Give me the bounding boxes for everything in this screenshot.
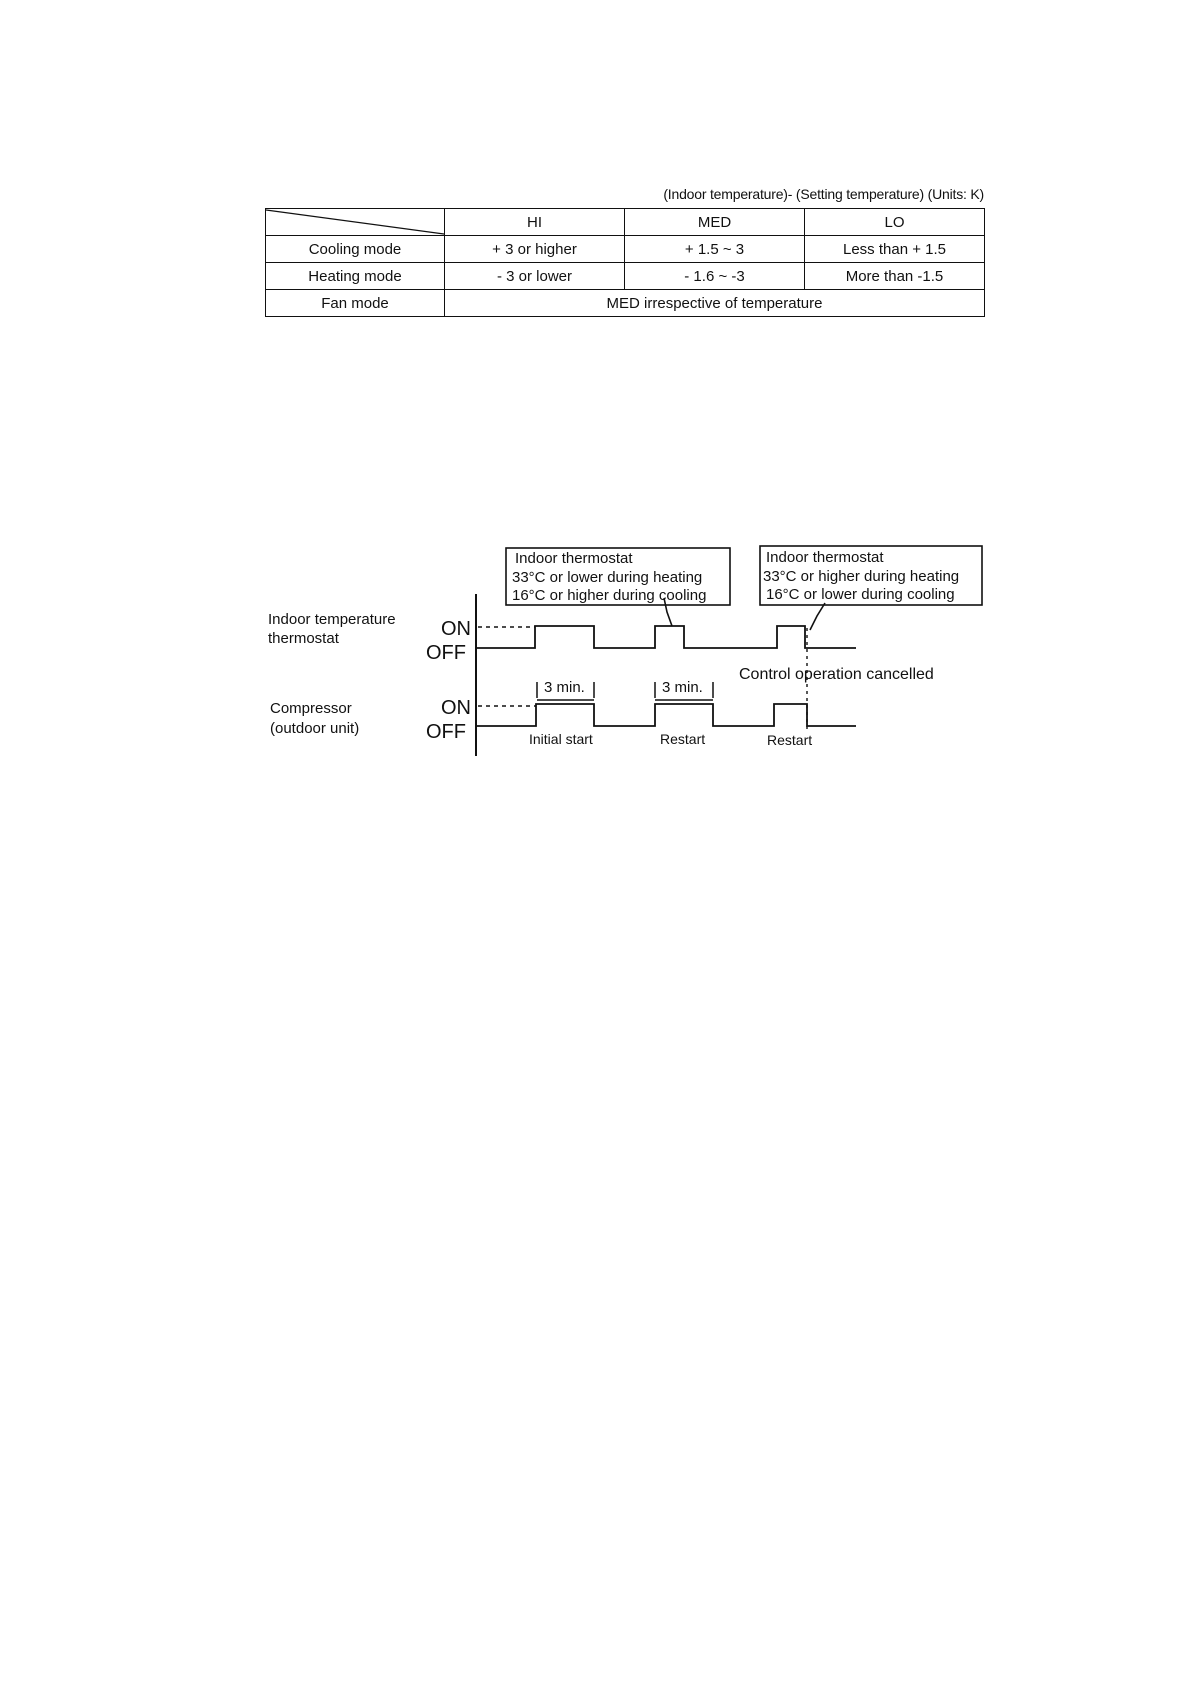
compressor-label-line1: Compressor bbox=[270, 700, 352, 717]
callout-2-line3: 16°C or lower during cooling bbox=[766, 586, 955, 603]
compressor-on-label: ON bbox=[441, 697, 471, 719]
callout-2-line2: 33°C or higher during heating bbox=[763, 568, 960, 585]
cell-heating-lo: More than -1.5 bbox=[805, 263, 985, 290]
event-label-restart-2: Restart bbox=[767, 732, 813, 748]
cell-cooling-lo: Less than + 1.5 bbox=[805, 236, 985, 263]
thermostat-label-line1: Indoor temperature bbox=[268, 611, 396, 628]
row-label-fan: Fan mode bbox=[266, 290, 445, 317]
compressor-label-line2: (outdoor unit) bbox=[270, 720, 360, 737]
thermostat-label-line2: thermostat bbox=[268, 630, 339, 647]
column-header-lo: LO bbox=[805, 209, 985, 236]
cell-fan-span: MED irrespective of temperature bbox=[445, 290, 985, 317]
column-header-hi: HI bbox=[445, 209, 625, 236]
interval-label-2: 3 min. bbox=[662, 679, 703, 696]
compressor-waveform bbox=[476, 704, 856, 726]
callout-1-line1: Indoor thermostat bbox=[515, 550, 633, 567]
callout-1-line3: 16°C or higher during cooling bbox=[512, 587, 707, 604]
callout-2-line1: Indoor thermostat bbox=[766, 549, 884, 566]
cancel-label: Control operation cancelled bbox=[739, 666, 934, 683]
cell-cooling-hi: + 3 or higher bbox=[445, 236, 625, 263]
thermostat-off-label: OFF bbox=[426, 642, 466, 664]
cell-heating-hi: - 3 or lower bbox=[445, 263, 625, 290]
cell-heating-med: - 1.6 ~ -3 bbox=[625, 263, 805, 290]
event-label-restart-1: Restart bbox=[660, 731, 706, 747]
interval-label-1: 3 min. bbox=[544, 679, 585, 696]
thermostat-on-label: ON bbox=[441, 618, 471, 640]
compressor-off-label: OFF bbox=[426, 721, 466, 743]
column-header-med: MED bbox=[625, 209, 805, 236]
row-label-cooling: Cooling mode bbox=[266, 236, 445, 263]
table-caption: (Indoor temperature)- (Setting temperature) (Units: K) bbox=[663, 186, 984, 202]
row-label-heating: Heating mode bbox=[266, 263, 445, 290]
cell-cooling-med: + 1.5 ~ 3 bbox=[625, 236, 805, 263]
thermostat-waveform bbox=[476, 626, 856, 648]
callout-1-line2: 33°C or lower during heating bbox=[512, 569, 703, 586]
event-label-initial-start: Initial start bbox=[529, 731, 593, 747]
callout-pointer-2 bbox=[810, 603, 825, 630]
